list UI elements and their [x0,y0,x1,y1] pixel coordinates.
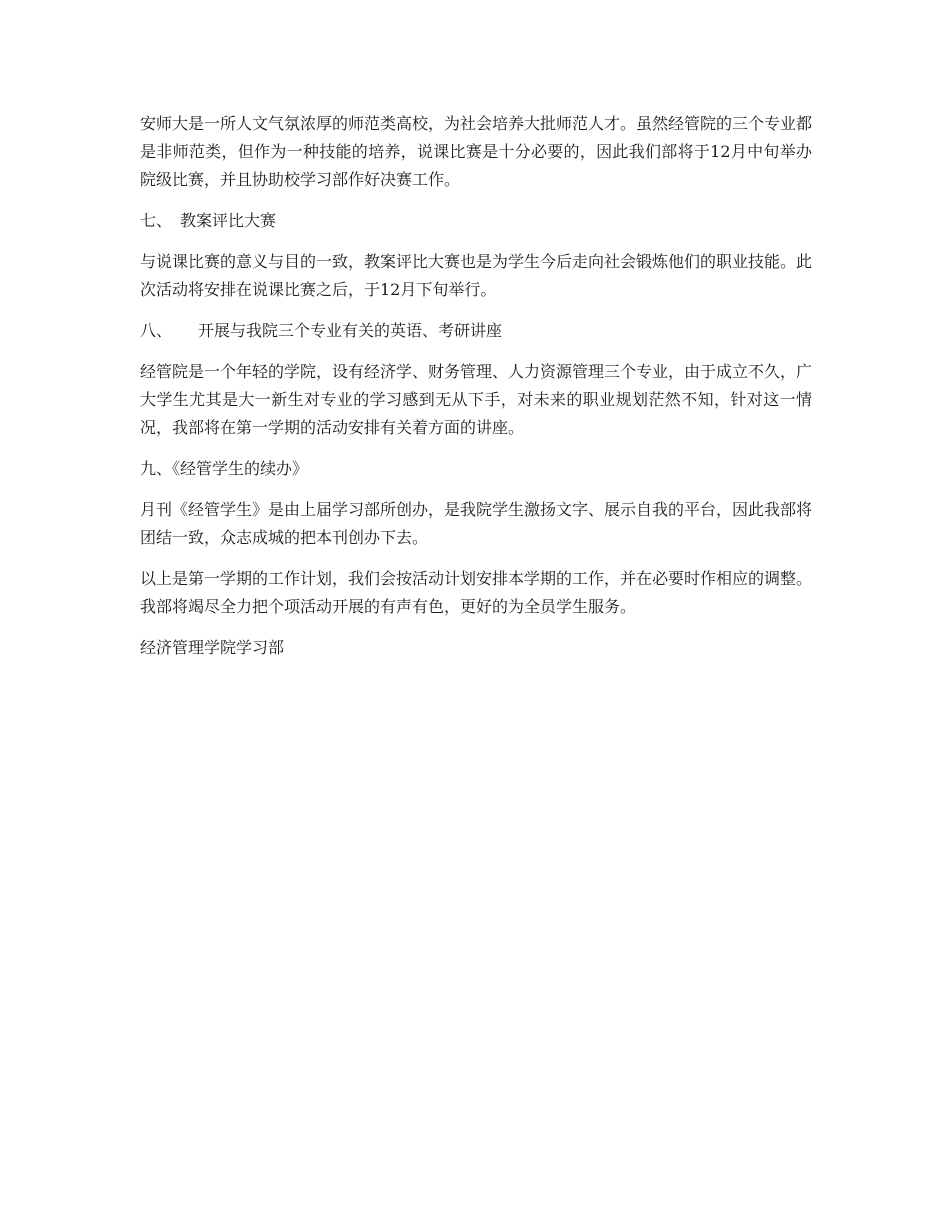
section-title: 开展与我院三个专业有关的英语、考研讲座 [198,321,503,340]
section-heading-7 [140,207,812,235]
section-heading-9 [140,455,812,483]
section-title: 《经管学生的续办》 [172,459,309,478]
paragraph-lectures: 经管院是一个年轻的学院，设有经济学、财务管理、人力资源管理三个专业，由于成立不久，广大学生尤其是大一新生对专业的学习感到无从下手，对未来的职业规划茫然不知，针对这一情况，我部将在第一学期的活动安排有关着方面的讲座。 [140,362,813,437]
paragraph-magazine: 月刊《经管学生》是由上届学习部所创办，是我院学生激扬文字、展示自我的平台，因此我部将团结一致，众志成城的把本刊创办下去。 [140,500,813,547]
section-number: 七、 [140,211,173,230]
paragraph-intro: 安师大是一所人文气氛浓厚的师范类高校，为社会培养大批师范人才。虽然经管院的三个专业都是非师范类，但作为一种技能的培养，说课比赛是十分必要的，因此我们部将于12月中旬举办院级比赛，并且协助校学习部作好决赛工作。 [140,114,813,189]
paragraph-lesson-plan: 与说课比赛的意义与目的一致，教案评比大赛也是为学生今后走向社会锻炼他们的职业技能。此次活动将安排在说课比赛之后，于12月下旬举行。 [140,252,813,299]
document-body [140,110,812,675]
section-number: 八、 [140,321,173,340]
paragraph-conclusion: 以上是第一学期的工作计划，我们会按活动计划安排本学期的工作，并在必要时作相应的调整。我部将竭尽全力把个项活动开展的有声有色，更好的为全员学生服务。 [140,569,813,616]
section-heading-8 [140,317,812,345]
section-title: 教案评比大赛 [180,211,277,230]
section-number: 九、 [140,459,173,478]
signature-line: 经济管理学院学习部 [140,638,285,657]
